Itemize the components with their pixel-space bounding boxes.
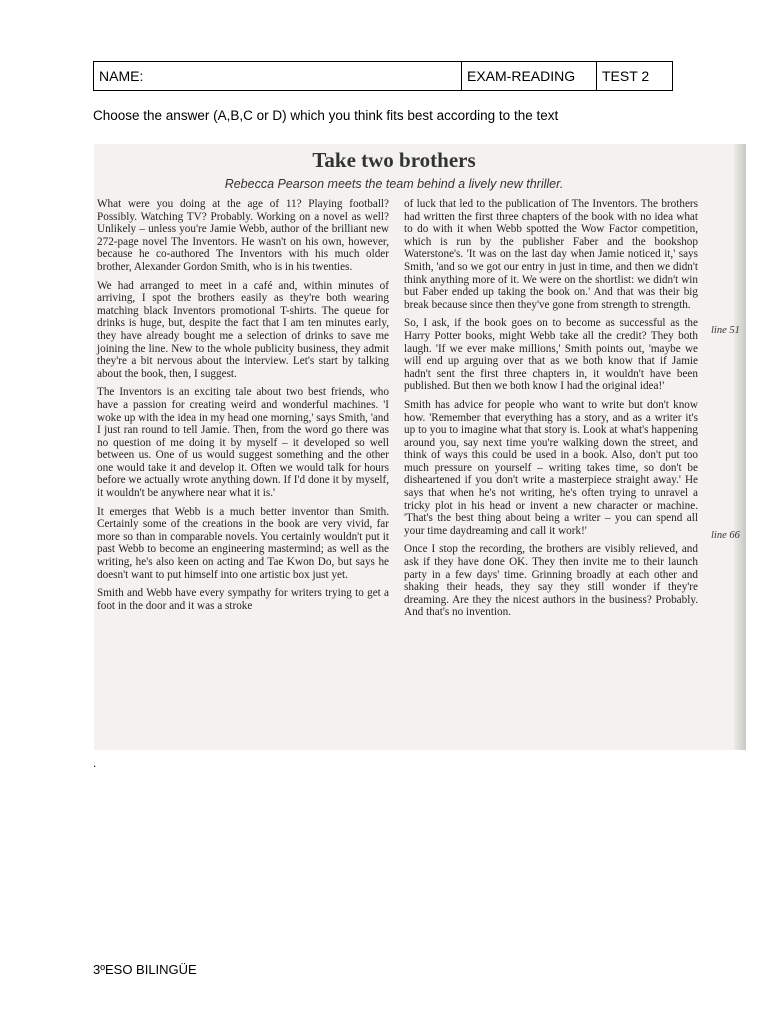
article-column-left — [97, 198, 389, 618]
article-paragraph: Smith has advice for people who want to write but don't know how. 'Remember that everything has a story, and as a writer it's up to you to imagine what that story is. Look at what's happening around you, say next time you're walking down the street, and think of ways this could be used in a book. Also, don't put too much pressure on yourself – writing takes time, so don't be disheartened if you don't write a masterpiece straight away.' He says that when he's not writing, he's often trying to unravel a tricky plot in his head or invent a new character or machine. 'That's the best thing about being a writer – you can spend all your time daydreaming and call it work!' — [404, 398, 698, 537]
article-title: Take two brothers — [312, 148, 476, 172]
article-paragraph: We had arranged to meet in a café and, within minutes of arriving, I spot the brothers easily as they're both wearing matching black Inventors promotional T-shirts. The queue for drinks is huge, but, despite the fact that I am ten minutes early, they have already bought me a selection of drinks to save me joining the line. New to the whole publicity business, they admit they're a bit nervous about the interview. Let's start by talking about the book, then, I suggest. — [97, 279, 389, 380]
margin-note-line-66: line 66 — [711, 530, 740, 541]
article-paragraph: Smith and Webb have every sympathy for writers trying to get a foot in the door and it was a stroke — [97, 587, 389, 612]
article-paragraph: Once I stop the recording, the brothers are visibly relieved, and ask if they have done OK. They then invite me to their launch party in a few days' time. Grinning broadly at each other and shaking their heads, they say they still wonder if they're dreaming. Are they the nicest authors in the business? Probably. And that's no invention. — [404, 543, 698, 619]
article-subtitle: Rebecca Pearson meets the team behind a lively new thriller. — [224, 177, 564, 191]
footer-course-label: 3ºESO BILINGÜE — [93, 962, 197, 977]
article-scan — [94, 144, 746, 750]
margin-note-line-51: line 51 — [711, 325, 740, 336]
scan-page-edge — [734, 144, 746, 750]
header-table — [93, 61, 673, 91]
instruction-text: Choose the answer (A,B,C or D) which you think fits best according to the text — [93, 108, 559, 123]
test-number-label: TEST 2 — [602, 68, 650, 84]
article-paragraph: What were you doing at the age of 11? Playing football? Possibly. Watching TV? Probably. Working on a novel as well? Unlikely – unless you're Jamie Webb, author of the brilliant new 272-page novel The Inventors. He wasn't on his own, however, because he co-authored The Inventors with his much older brother, Alexander Gordon Smith, who is in his twenties. — [97, 198, 389, 273]
stray-mark: . — [93, 756, 97, 770]
article-paragraph: The Inventors is an exciting tale about two best friends, who have a passion for creating weird and wonderful machines. 'I woke up with the idea in my head one morning,' says Smith, 'and I just ran round to tell Jamie. Then, from the word go there was no question of me doing it by myself – it developed so well between us. One of us would suggest something and the other one would take it and develop it. Often we would talk for hours before we actually wrote anything down. If I'd done it by myself, it wouldn't be anywhere near what it is.' — [97, 386, 389, 500]
article-paragraph: of luck that led to the publication of The Inventors. The brothers had written the first three chapters of the book with no idea what to do with it when Webb spotted the Wow Factor competition, which is run by the publisher Faber and the bookshop Waterstone's. 'It was on the last day when Jamie noticed it,' says Smith, 'and so we got our entry in just in time, and then we didn't think anything more of it. We were on the shortlist: we didn't win but Faber ended up taking the book on.' And that was their big break because since then they've gone from strength to strength. — [404, 198, 698, 311]
article-paragraph: So, I ask, if the book goes on to become as successful as the Harry Potter books, might Webb take all the credit? They both laugh. 'If we ever make millions,' Smith points out, 'maybe we will end up arguing over that as we both know that if Jamie hadn't sent the first three chapters in, it wouldn't have been published. But then we both know I had the original idea!' — [404, 317, 698, 393]
article-paragraph: It emerges that Webb is a much better inventor than Smith. Certainly some of the creations in the book are very vivid, far more so than in comparable novels. You certainly wouldn't put it past Webb to become an engineering mastermind; as well as the writing, he's also keen on acting and Tae Kwon Do, but says he doesn't want to put himself into one artistic box just yet. — [97, 505, 389, 581]
name-field[interactable]: NAME: — [94, 62, 462, 90]
exam-type-label: EXAM-READING — [462, 62, 597, 90]
article-column-right — [404, 198, 698, 625]
